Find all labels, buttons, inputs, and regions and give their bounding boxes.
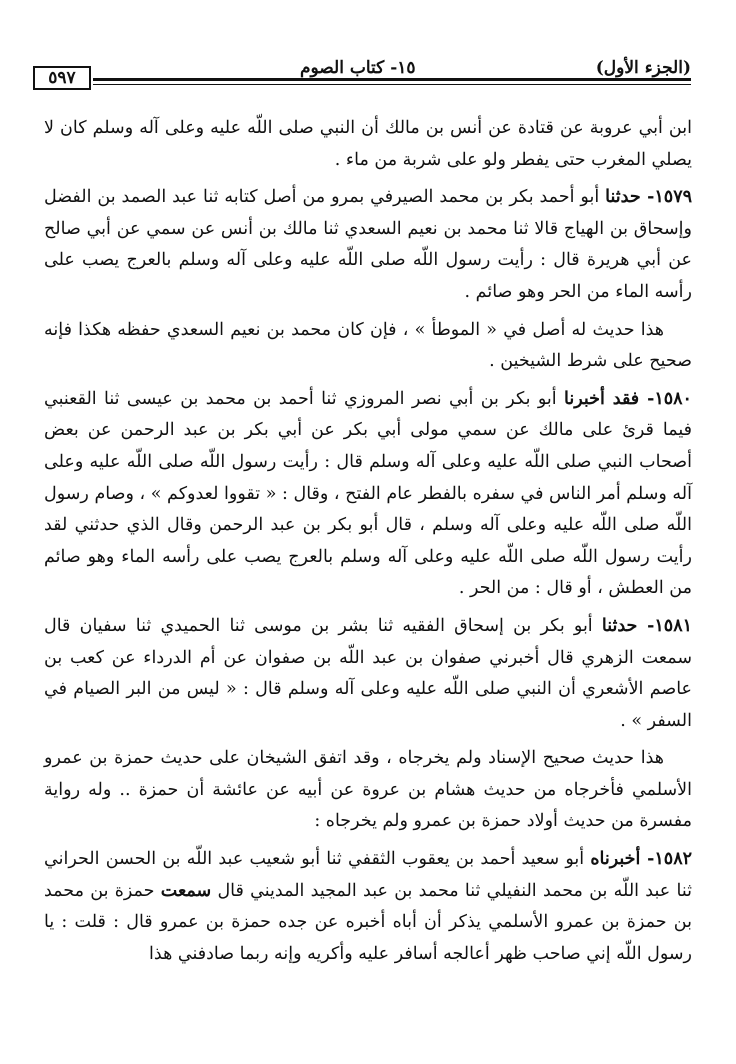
hadith-lead: حدثنا (605, 187, 641, 208)
hadith-1580: ١٥٨٠- فقد أخبرنا أبو بكر بن أبي نصر المروزي ثنا أحمد بن محمد بن عيسى ثنا القعنبي فيما قرئ على مالك عن سمي مولى أبي بكر عن أبي بكر بن عبد الرحمن عن بعض أصحاب النبي صلى اللّه عليه وعلى آله وسلم قال : رأيت رسول اللّه صلى اللّه عليه وعلى آله وسلم أمر الناس في سفره بالفطر عام الفتح ، وقال : « تقووا لعدوكم » ، وصام رسول اللّه صلى اللّه عليه وعلى آله وسلم ، قال أبو بكر بن عبد الرحمن وقال الذي حدثني لقد رأيت رسول اللّه صلى اللّه عليه وعلى آله وسلم بالعرج يصب على رأسه الماء وهو صائم من العطش ، أو قال : من الحر . (44, 388, 692, 599)
hadith-number: ١٥٨٠ (654, 388, 692, 409)
hadith-text-after: حمزة بن محمد بن حمزة بن عمرو الأسلمي يذكر أن أباه أخبره عن جده حمزة بن عمرو قال : قلت : يا رسول اللّه إني صاحب ظهر أعالجه أسافر عليه وأكريه وإنه ربما صادفني هذا (44, 880, 692, 964)
hadith-text: أبو أحمد بكر بن محمد الصيرفي بمرو من أصل كتابه ثنا عبد الصمد بن الفضل وإسحاق بن الهياج قالا ثنا محمد بن نعيم السعدي ثنا مالك بن أنس عن سمي عن أبي صالح عن أبي هريرة قال : رأيت رسول اللّه صلى اللّه عليه وعلى آله وسلم بالعرج يصب على رأسه الماء من الحر وهو صائم . (44, 187, 692, 302)
body-text (44, 113, 692, 970)
hadith-number: ١٥٧٩ (654, 187, 692, 208)
commentary-text: هذا حديث له أصل في « الموطأ » ، فإن كان محمد بن نعيم السعدي حفظه هكذا فإنه صحيح على شرط الشيخين . (44, 319, 692, 372)
hadith-text-before: أبو سعيد أحمد بن يعقوب الثقفي ثنا أبو شعيب عبد اللّه بن الحسن الحراني ثنا عبد اللّه بن محمد النفيلي ثنا محمد بن عبد المجيد المديني قال (44, 849, 692, 901)
hadith-emphasis: سمعت (160, 880, 212, 901)
hadith-text: أبو بكر بن أبي نصر المروزي ثنا أحمد بن محمد بن عيسى ثنا القعنبي فيما قرئ على مالك عن سمي مولى أبي بكر عن أبي بكر بن عبد الرحمن عن بعض أصحاب النبي صلى اللّه عليه وعلى آله وسلم قال : رأيت رسول اللّه صلى اللّه عليه وعلى آله وسلم أمر الناس في سفره بالفطر عام الفتح ، وقال : « تقووا لعدوكم » ، وصام رسول اللّه صلى اللّه عليه وعلى آله وسلم ، قال أبو بكر بن عبد الرحمن وقال الذي حدثني لقد رأيت رسول اللّه صلى اللّه عليه وعلى آله وسلم بالعرج يصب على رأسه الماء وهو صائم من العطش ، أو قال : من الحر . (44, 388, 692, 599)
paragraph-intro (44, 113, 692, 176)
hadith-number: ١٥٨١ (654, 615, 692, 636)
hadith-lead: حدثنا (601, 615, 638, 636)
page-number (33, 66, 91, 90)
page-number-text: ٥٩٧ (48, 68, 76, 88)
commentary-text: هذا حديث صحيح الإسناد ولم يخرجاه ، وقد اتفق الشيخان على حديث حمزة بن عمرو الأسلمي فأخرجاه من حديث هشام بن عروة عن أبيه عن عائشة أن حمزة .. وله رواية مفسرة من حديث أولاد حمزة بن عمرو ولم يخرجاه : (44, 748, 692, 832)
hadith-number: ١٥٨٢ (654, 849, 692, 870)
hadith-text: أبو بكر بن إسحاق الفقيه ثنا بشر بن موسى ثنا الحميدي ثنا سفيان قال سمعت الزهري قال أخبرني صفوان بن عبد اللّه بن صفوان عن أم الدرداء عن كعب بن عاصم الأشعري أن النبي صلى اللّه عليه وعلى آله وسلم قال : « ليس من البر الصيام في السفر » . (44, 615, 692, 731)
volume-title: (الجزء الأول) (595, 58, 691, 78)
page-header (0, 52, 736, 92)
chapter-title: ١٥- كتاب الصوم (300, 58, 416, 78)
header-rule-thick (93, 78, 691, 81)
header-rule-thin (93, 84, 691, 85)
hadith-1579: ١٥٧٩- حدثنا أبو أحمد بكر بن محمد الصيرفي بمرو من أصل كتابه ثنا عبد الصمد بن الفضل وإسحاق بن الهياج قالا ثنا محمد بن نعيم السعدي ثنا مالك بن أنس عن سمي عن أبي صالح عن أبي هريرة قال : رأيت رسول اللّه صلى اللّه عليه وعلى آله وسلم بالعرج يصب على رأسه الماء من الحر وهو صائم . (44, 187, 692, 302)
commentary-1581 (44, 743, 692, 838)
hadith-1581: ١٥٨١- حدثنا أبو بكر بن إسحاق الفقيه ثنا بشر بن موسى ثنا الحميدي ثنا سفيان قال سمعت الزهري قال أخبرني صفوان بن عبد اللّه بن صفوان عن أم الدرداء عن كعب بن عاصم الأشعري أن النبي صلى اللّه عليه وعلى آله وسلم قال : « ليس من البر الصيام في السفر » . (44, 615, 692, 731)
commentary-1579 (44, 315, 692, 378)
hadith-lead: فقد أخبرنا (564, 388, 640, 409)
hadith-lead: أخبرناه (590, 849, 641, 870)
hadith-1582: ١٥٨٢- أخبرناه أبو سعيد أحمد بن يعقوب الثقفي ثنا أبو شعيب عبد اللّه بن الحسن الحراني ثنا عبد اللّه بن محمد النفيلي ثنا محمد بن عبد المجيد المديني قال سمعت حمزة بن محمد بن حمزة بن عمرو الأسلمي يذكر أن أباه أخبره عن جده حمزة بن عمرو قال : قلت : يا رسول اللّه إني صاحب ظهر أعالجه أسافر عليه وأكريه وإنه ربما صادفني هذا (44, 849, 692, 964)
paragraph-text: ابن أبي عروبة عن قتادة عن أنس بن مالك أن النبي صلى اللّه عليه وعلى آله وسلم كان لا يصلي المغرب حتى يفطر ولو على شربة من ماء . (44, 118, 692, 170)
